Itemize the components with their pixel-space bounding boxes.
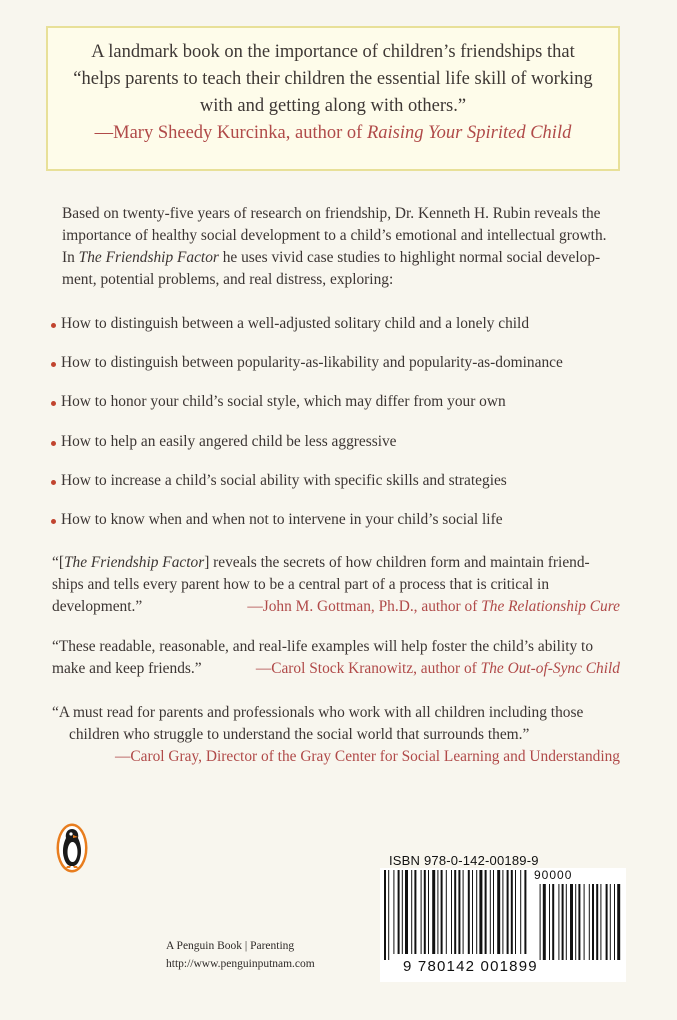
barcode-bar (520, 870, 521, 954)
addon-bar (614, 884, 615, 960)
addon-bar (570, 884, 573, 960)
addon-bar (558, 884, 559, 960)
barcode-bar (424, 870, 426, 954)
addon-bar (596, 884, 598, 960)
bullet-dot (51, 519, 56, 524)
bullet-item: How to help an easily angered child be less aggressive (51, 431, 651, 470)
barcode-bar (411, 870, 412, 954)
imprint-url: http://www.penguinputnam.com (166, 958, 315, 970)
intro-paragraph: Based on twenty-five years of research on friendship, Dr. Kenneth H. Rubin reveals the importance of healthy social development to a child’s emotional and intellectual growth. In The Friendship Factor he uses vivid case studies to highlight normal social develop- ment, potential problems, and real distress, exploring: (62, 205, 607, 288)
barcode-bar (476, 870, 477, 954)
barcode-bar (468, 870, 470, 954)
barcode-bar (437, 870, 438, 954)
barcode-bar (515, 870, 516, 954)
barcode-bar (511, 870, 513, 954)
quote-line: with and getting along with others.” (199, 96, 467, 116)
barcode-bar (479, 870, 482, 954)
barcode-bar (493, 870, 494, 954)
bullet-dot (51, 362, 56, 367)
endorsement-gray: “A must read for parents and professionals who work with all children including those children who struggle to understand the social world that surrounds them.” —Carol Gray, Director of the Gray Center for Social Learning and Understanding (52, 704, 620, 765)
barcode-bar (485, 870, 487, 954)
barcode-bar (458, 870, 460, 954)
barcode-bar (432, 870, 435, 954)
imprint (166, 937, 315, 973)
barcode-bar (398, 870, 400, 954)
barcode-bar (393, 870, 394, 954)
addon-bar (540, 884, 541, 960)
imprint-category: A Penguin Book | Parenting (166, 940, 295, 952)
barcode-bar (388, 870, 389, 960)
barcode-bar (463, 870, 464, 954)
quote-line: A landmark book on the importance of children’s friendships that (91, 42, 575, 62)
bullet-item: How to increase a child’s social ability with specific skills and strategies (51, 470, 651, 509)
addon-bar (552, 884, 554, 960)
barcode-bar (451, 870, 452, 954)
barcode-bar (490, 870, 491, 954)
barcode-digits: 9 780142 001899 (403, 958, 538, 975)
addon-bar (575, 884, 576, 960)
barcode-bar (497, 870, 500, 954)
addon-bar (606, 884, 608, 960)
barcode-bar (421, 870, 422, 954)
barcode-bar (414, 870, 416, 954)
barcode-bar (502, 870, 503, 954)
addon-bar (600, 884, 601, 960)
barcode-bar (384, 870, 386, 960)
bullet-dot (51, 323, 56, 328)
bullet-item: How to distinguish between a well-adjusted solitary child and a lonely child (51, 313, 651, 352)
top-quote-box (46, 26, 620, 171)
bullet-item: How to know when and when not to intervene in your child’s social life (51, 509, 651, 548)
addon-bar (617, 884, 620, 960)
addon-bar (562, 884, 564, 960)
addon-bar (549, 884, 550, 960)
addon-bar (543, 884, 546, 960)
barcode-bar (405, 870, 408, 954)
bullet-dot (51, 441, 56, 446)
barcode-bar (441, 870, 443, 954)
barcode-bar (524, 870, 526, 954)
price-code: 90000 (534, 868, 573, 882)
isbn-label: ISBN 978-0-142-00189-9 (389, 853, 539, 868)
barcode-bar (472, 870, 473, 954)
barcode-bar (446, 870, 447, 954)
addon-bar (592, 884, 594, 960)
bullet-item: How to honor your child’s social style, which may differ from your own (51, 391, 651, 430)
barcode-bar (507, 870, 509, 954)
bullet-dot (51, 401, 56, 406)
barcode-bar (402, 870, 403, 954)
quote-line: “helps parents to teach their children the essential life skill of working (73, 69, 593, 89)
bullet-dot (51, 480, 56, 485)
quote-book-title: Raising Your Spirited Child (366, 123, 572, 143)
endorsement-kranowitz: “These readable, reasonable, and real-life examples will help foster the child’s ability to make and keep friends.” —Carol Stock Kranowitz, author of The Out-of-Sync Child (52, 638, 620, 677)
bullet-list (51, 313, 651, 548)
addon-bar (578, 884, 580, 960)
barcode-bar (454, 870, 456, 954)
endorsement-gottman: “[The Friendship Factor] reveals the secrets of how children form and maintain friend- ships and tells every parent how to be a central part of a process that is critical in development.” —John M. Gottman, Ph.D., author of The Relationship Cure (52, 554, 620, 615)
penguin-logo-icon (55, 822, 89, 874)
addon-bar (584, 884, 585, 960)
addon-bar (566, 884, 567, 960)
barcode-bar (428, 870, 429, 954)
addon-bar (589, 884, 590, 960)
bullet-item: How to distinguish between popularity-as-likability and popularity-as-dominance (51, 352, 651, 391)
addon-bar (610, 884, 611, 960)
quote-attribution: —Mary Sheedy Kurcinka, author of Raising Your Spirited Child (94, 123, 572, 143)
